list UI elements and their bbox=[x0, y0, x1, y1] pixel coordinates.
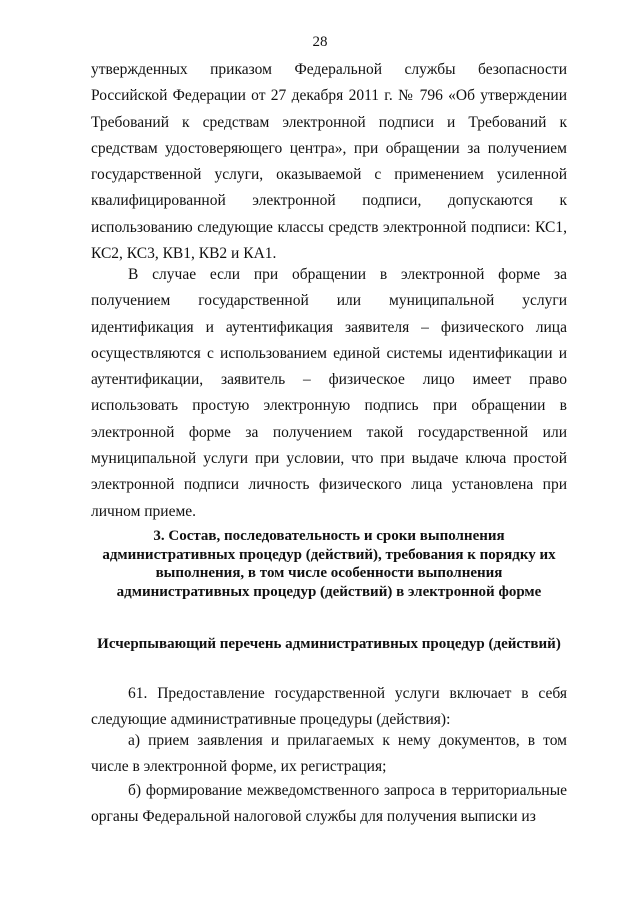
page-number: 28 bbox=[312, 34, 328, 50]
paragraph-61: 61. Предоставление государственной услуги включает в себя следующие административные процедуры (действия): bbox=[91, 685, 567, 729]
paragraph-simple-signature: В случае если при обращении в электронной форме за получением государственной или муниципальной услуги идентификация и аутентификация заявителя – физического лица осуществляются с использованием единой системы идентификации и аутентификации, заявитель – физическое лицо имеет право использовать простую электронную подпись при обращении в электронной форме за получением такой государственной или муниципальной услуги при условии, что при выдаче ключа простой электронной подписи личность физического лица установлена при личном приеме. bbox=[91, 266, 567, 520]
list-item-b: б) формирование межведомственного запроса в территориальные органы Федеральной налоговой службы для получения выписки из bbox=[91, 782, 567, 826]
paragraph-signature-classes: утвержденных приказом Федеральной службы безопасности Российской Федерации от 27 декабря 2011 г. № 796 «Об утверждении Требований к средствам электронной подписи и Требований к средствам удостоверяющего центра», при обращении за получением государственной услуги, оказываемой с применением усиленной квалифицированной электронной подписи, допускаются к использованию следующие классы средств электронной подписи: КС1, КС2, КС3, КВ1, КВ2 и КА1. bbox=[91, 61, 567, 263]
subsection-heading: Исчерпывающий перечень административных процедур (действий) bbox=[97, 636, 561, 652]
list-item-a: а) прием заявления и прилагаемых к нему документов, в том числе в электронной форме, их регистрация; bbox=[91, 732, 567, 776]
section-heading: 3. Состав, последовательность и сроки выполнения административных процедур (действий), требования к порядку их выполнения, в том числе особенности выполнения административных процедур (действий) в электронной форме bbox=[102, 528, 556, 600]
